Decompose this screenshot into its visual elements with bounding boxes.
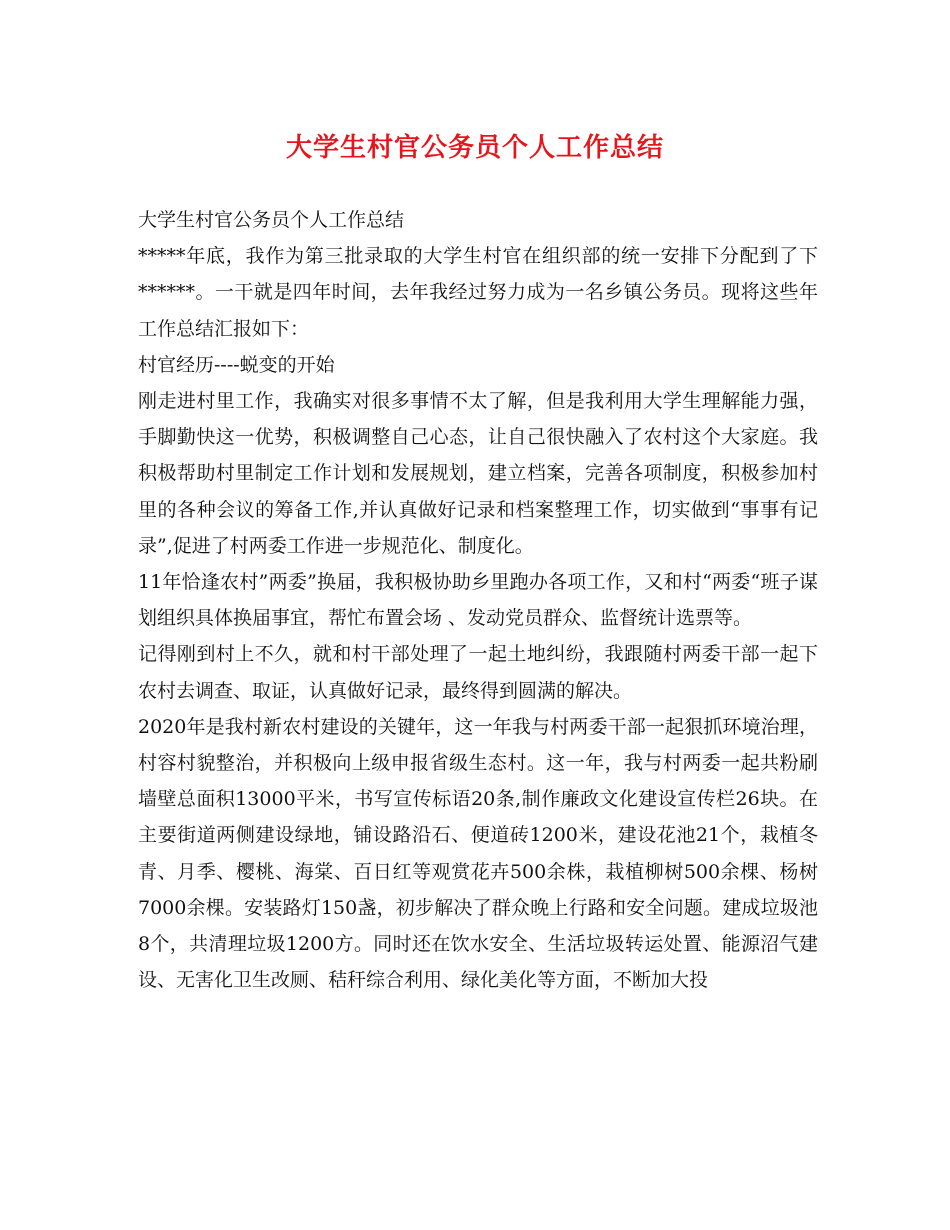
paragraph-heading: 大学生村官公务员个人工作总结 bbox=[138, 209, 405, 231]
paragraph-election: 11年恰逢农村”两委”换届，我积极协助乡里跑办各项工作，又和村“两委“班子谋划组织具体换届事宜，帮忙布置会场 、发动党员群众、监督统计选票等。 bbox=[138, 571, 818, 630]
paragraph-intro: *****年底，我作为第三批录取的大学生村官在组织部的统一安排下分配到了下******。一干就是四年时间，去年我经过努力成为一名乡镇公务员。现将这些年工作总结汇报如下： bbox=[138, 245, 818, 340]
document-body bbox=[138, 202, 818, 998]
paragraph-village-work: 刚走进村里工作，我确实对很多事情不太了解，但是我利用大学生理解能力强，手脚勤快这一优势，积极调整自己心态，让自己很快融入了农村这个大家庭。我积极帮助村里制定工作计划和发展规划，建立档案，完善各项制度，积极参加村里的各种会议的筹备工作,并认真做好记录和档案整理工作，切实做到“事事有记录”,促进了村两委工作进一步规范化、制度化。 bbox=[138, 390, 818, 557]
paragraph-construction: 2020年是我村新农村建设的关键年，这一年我与村两委干部一起狠抓环境治理，村容村貌整治，并积极向上级申报省级生态村。这一年，我与村两委一起共粉刷墙壁总面积13000平米，书写宣传标语20条,制作廉政文化建设宣传栏26块。在主要街道两侧建设绿地，铺设路沿石、便道砖1200米，建设花池21个，栽植冬青、月季、樱桃、海棠、百日红等观赏花卉500余株，栽植柳树500余棵、杨树7000余棵。安装路灯150盏，初步解决了群众晚上行路和安全问题。建成垃圾池8个，共清理垃圾1200方。同时还在饮水安全、生活垃圾转运处置、能源沼气建设、无害化卫生改厕、秸秆综合利用、绿化美化等方面，不断加大投 bbox=[138, 715, 818, 992]
document-title: 大学生村官公务员个人工作总结 bbox=[285, 133, 664, 163]
section-heading: 村官经历----蜕变的开始 bbox=[138, 353, 335, 376]
paragraph-land-dispute: 记得刚到村上不久，就和村干部处理了一起土地纠纷，我跟随村两委干部一起下农村去调查、取证，认真做好记录，最终得到圆满的解决。 bbox=[138, 643, 818, 702]
